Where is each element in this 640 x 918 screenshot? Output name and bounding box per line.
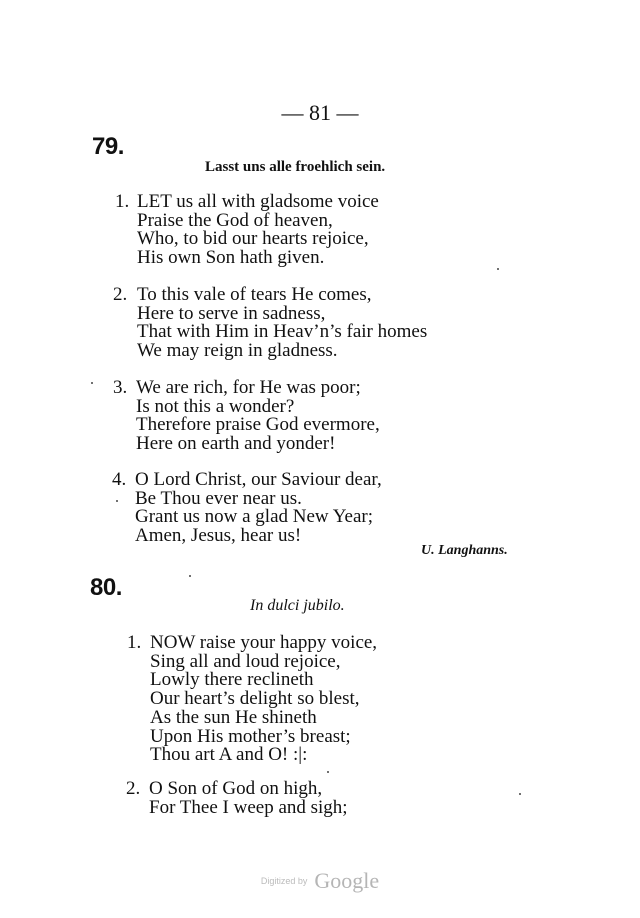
verse [137, 286, 427, 361]
verse-line: Thou art A and O! :|: [150, 744, 308, 766]
verse-line: NOW raise your happy voice, [150, 632, 378, 653]
verse-line: O Son of God on high, [149, 778, 323, 799]
hymn-title: In dulci jubilo. [250, 597, 345, 614]
verse-number: 2. [126, 778, 141, 799]
verse-line: Sing all and loud rejoice, [150, 650, 341, 672]
verse-number: 2. [113, 284, 128, 305]
verse-line: Praise the God of heaven, [137, 209, 333, 231]
verse-line: Is not this a wonder? [136, 395, 295, 417]
verse [136, 379, 380, 454]
scan-speck [519, 793, 521, 795]
verse-line: That with Him in Heav’n’s fair homes [137, 321, 428, 343]
hymn-number: 80. [90, 574, 122, 601]
verse-number: 1. [127, 632, 142, 653]
author-attribution: U. Langhanns. [421, 543, 508, 558]
page-number: — 81 — [281, 100, 359, 125]
scan-speck [116, 500, 118, 502]
verse-line: His own Son hath given. [137, 247, 325, 269]
verse-line: We may reign in gladness. [137, 340, 338, 362]
digitized-label: Digitized by [260, 876, 308, 886]
verse-line: Our heart’s delight so blest, [150, 688, 360, 710]
google-logo: Google [314, 868, 380, 893]
verse-line: As the sun He shineth [150, 706, 317, 728]
verse [135, 471, 382, 546]
scan-speck [497, 268, 499, 270]
verse [149, 780, 348, 817]
scan-speck [91, 382, 93, 384]
verse-line: Amen, Jesus, hear us! [135, 525, 302, 547]
verse [150, 634, 377, 765]
verse-line: Be Thou ever near us. [135, 487, 302, 509]
verse-line: Here on earth and yonder! [136, 433, 336, 455]
verse-line: Grant us now a glad New Year; [135, 506, 373, 528]
verse-number: 3. [113, 377, 128, 398]
verse-line: Upon His mother’s breast; [150, 725, 351, 747]
hymn-title: Lasst uns alle froehlich sein. [205, 159, 386, 175]
scan-speck [189, 575, 191, 577]
verse-line: Here to serve in sadness, [137, 302, 326, 324]
verse [137, 193, 379, 268]
digitized-watermark [0, 868, 640, 894]
verse-line: Lowly there reclineth [150, 669, 314, 691]
verse-line: O Lord Christ, our Saviour dear, [135, 469, 382, 490]
verse-line: For Thee I weep and sigh; [149, 796, 348, 818]
scan-speck [327, 771, 329, 773]
verse-line: Therefore praise God evermore, [136, 414, 380, 436]
verse-number: 1. [115, 191, 130, 212]
verse-line: LET us all with gladsome voice [137, 191, 379, 212]
verse-line: We are rich, for He was poor; [136, 377, 361, 398]
hymn-number: 79. [92, 133, 124, 160]
verse-line: Who, to bid our hearts rejoice, [137, 228, 369, 250]
verse-number: 4. [112, 469, 127, 490]
verse-line: To this vale of tears He comes, [137, 284, 372, 305]
